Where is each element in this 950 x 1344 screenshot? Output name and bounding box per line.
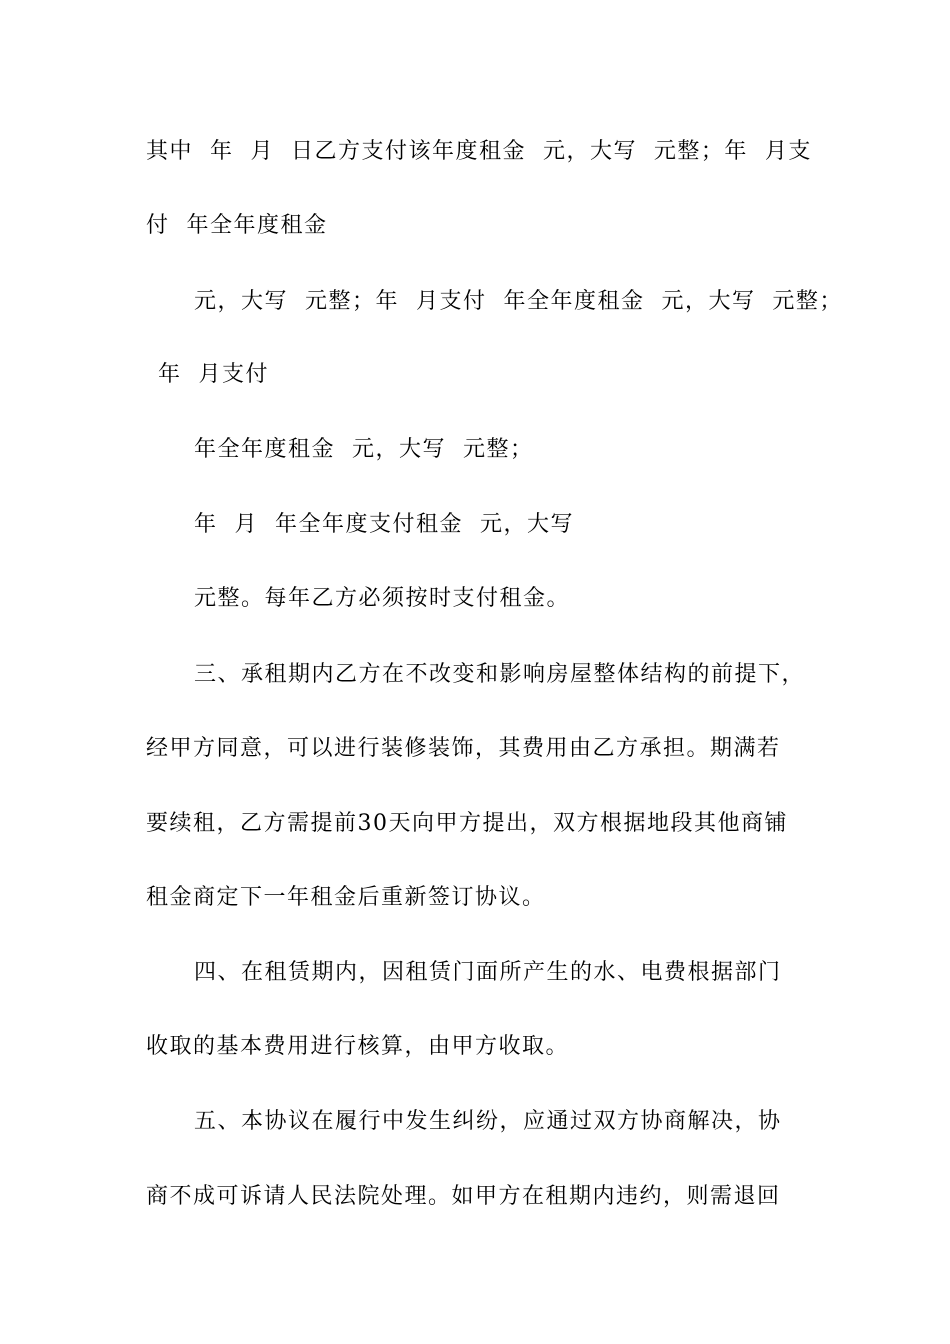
text-line-5: 年全年度租金 元，大写 元整；: [194, 437, 534, 462]
text-line-1: 其中 年 月 日乙方支付该年度租金 元，大写 元整；年 月支: [146, 139, 812, 164]
text-line-4: 年 月支付: [158, 362, 269, 387]
text-line-2: 付 年全年度租金: [146, 213, 328, 238]
text-line-14: 五、本协议在履行中发生纠纷，应通过双方协商解决，协: [194, 1109, 782, 1134]
text-line-8: 三、承租期内乙方在不改变和影响房屋整体结构的前提下，: [194, 662, 806, 687]
text-line-6: 年 月 年全年度支付租金 元，大写: [194, 512, 574, 537]
text-line-9: 经甲方同意，可以进行装修装饰，其费用由乙方承担。期满若: [146, 736, 781, 761]
text-line-13: 收取的基本费用进行核算，由甲方收取。: [146, 1034, 570, 1059]
text-line-12: 四、在租赁期内，因租赁门面所产生的水、电费根据部门: [194, 960, 782, 985]
text-line-11: 租金商定下一年租金后重新签订协议。: [146, 885, 546, 910]
text-line-15: 商不成可诉请人民法院处理。如甲方在租期内违约，则需退回: [146, 1184, 781, 1209]
text-line-3: 元，大写 元整；年 月支付 年全年度租金 元，大写 元整；: [194, 289, 843, 314]
text-line-10: 要续租，乙方需提前30天向甲方提出，双方根据地段其他商铺: [146, 811, 788, 836]
text-line-7: 元整。每年乙方必须按时支付租金。: [194, 586, 571, 611]
